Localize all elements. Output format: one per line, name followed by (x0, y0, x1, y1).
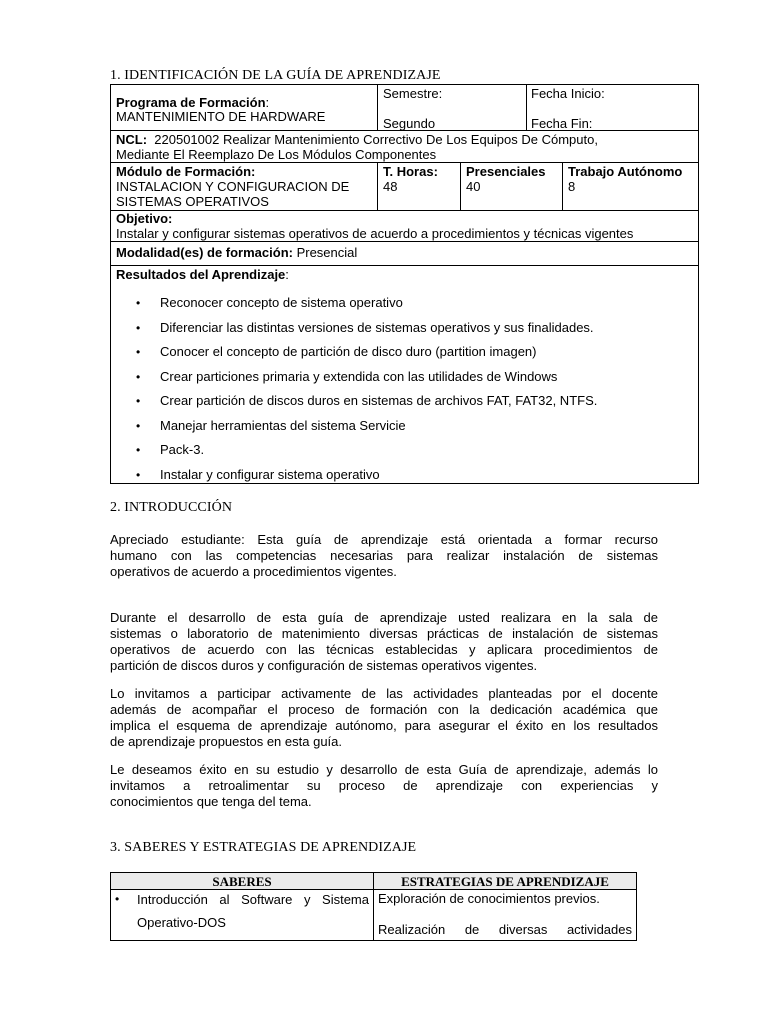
presenciales-cell (460, 162, 563, 211)
intro-paragraph-4: Le deseamos éxito en su estudio y desarrollo de esta Guía de aprendizaje, además lo invitamos a retroalimentar su proceso de aprendizaje con experiencias y conocimientos que tenga del tema. (110, 762, 658, 809)
intro-paragraph-1: Apreciado estudiante: Esta guía de aprendizaje está orientada a formar recurso humano con las competencias necesarias para realizar instalación de sistemas operativos de acuerdo a procedimientos vigentes. (110, 532, 658, 579)
estrategia-line-1: Exploración de conocimientos previos. (378, 891, 600, 906)
programa-value: MANTENIMIENTO DE HARDWARE (116, 109, 326, 124)
saberes-header-cell (110, 872, 374, 890)
objetivo-cell (110, 210, 699, 242)
horas-label: T. Horas: (383, 164, 438, 179)
horas-cell (377, 162, 461, 211)
autonomo-value: 8 (568, 179, 576, 194)
ncl-label: NCL: (116, 132, 148, 147)
intro-paragraph-2: Durante el desarrollo de esta guía de aprendizaje usted realizara en la sala de sistemas o laboratorio de matenimiento diversas prácticas de instalación de sistemas operativos de acuerdo con las técnicas establecidas y aplicara procedimientos de partición de discos duros y configuración de sistemas operativos vigentes. (110, 610, 658, 673)
saber-line-1: Introducción al Software y Sistema (137, 892, 369, 907)
modulo-line-1: INSTALACION Y CONFIGURACION DE (116, 179, 350, 194)
bullet-icon: • (136, 321, 141, 335)
autonomo-cell (562, 162, 699, 211)
modalidad-value: Presencial (292, 245, 358, 260)
horas-value: 48 (383, 179, 398, 194)
modulo-cell (110, 162, 378, 211)
bullet-icon: • (136, 468, 141, 482)
saberes-header: SABERES (212, 874, 272, 889)
section-1-heading: 1. IDENTIFICACIÓN DE LA GUÍA DE APRENDIZAJE (110, 68, 441, 83)
intro-paragraph-3: Lo invitamos a participar activamente de las actividades planteadas por el docente además de acompañar el proceso de formación con la dedicación académica que implica el esquema de aprendizaje autónomo, para asegurar el éxito en los resultados de aprendizaje propuestos en esta guía. (110, 686, 658, 749)
fechas-cell (526, 84, 699, 131)
modalidad-label: Modalidad(es) de formación: (116, 245, 293, 260)
modulo-label: Módulo de Formación: (116, 164, 256, 179)
bullet-icon: • (136, 345, 141, 359)
objetivo-value: Instalar y configurar sistemas operativos de acuerdo a procedimientos y técnicas vigentes (116, 226, 634, 241)
presenciales-value: 40 (466, 179, 481, 194)
semestre-value: Segundo (383, 116, 436, 131)
fecha-inicio-label: Fecha Inicio: (531, 86, 605, 101)
autonomo-label: Trabajo Autónomo (568, 164, 683, 179)
modalidad-cell (110, 241, 699, 266)
semestre-label: Semestre: (383, 86, 443, 101)
bullet-icon: • (115, 892, 120, 906)
section-3-heading: 3. SABERES Y ESTRATEGIAS DE APRENDIZAJE (110, 840, 417, 855)
bullet-icon: • (136, 443, 141, 457)
ncl-cell (110, 130, 699, 163)
programa-cell (110, 84, 378, 131)
semestre-cell (377, 84, 527, 131)
estrategia-line-2: Realización de diversas actividades (378, 922, 632, 937)
bullet-icon: • (136, 394, 141, 408)
fecha-fin-label: Fecha Fin: (531, 116, 593, 131)
saber-cell (110, 889, 374, 941)
programa-colon: : (265, 95, 270, 110)
resultados-label: Resultados del Aprendizaje (116, 267, 286, 282)
modulo-line-2: SISTEMAS OPERATIVOS (116, 194, 269, 209)
objetivo-label: Objetivo: (116, 211, 173, 226)
bullet-icon: • (136, 370, 141, 384)
document-page: 1. IDENTIFICACIÓN DE LA GUÍA DE APRENDIZAJE Programa de Formación: MANTENIMIENTO DE HARDWARE Semestre: Segundo Fecha Inicio: Fecha Fin: NCL: 220501002 Realizar Mantenimiento Correctivo De Los Equipos De Cómputo, Mediante El Reemplazo De Los Módulos Componentes Módulo de Formación: INSTALACION Y CONFIGURACION DE SISTEMAS OPERATIVOS T. Horas: 48 Presenciales 40 Trabajo Autónomo 8 Objetivo: Instalar y configurar sistemas operativos de acuerdo a procedimientos y técnicas vigentes Modalidad(es) de formación: Presencial Resultados del Aprendizaje: • Reconocer concepto de sistema operativo • Diferenciar las distintas versiones de sistemas operativos y sus finalidades. • Conocer el concepto de partición de disco duro (partition imagen) • Crear particiones primaria y extendida con las utilidades de Windows • Crear partición de discos duros en sistemas de archivos FAT, FAT32, NTFS. • Manejar herramientas del sistema Servicie • Pack-3. • Instalar y configurar sistema operativo 2. INTRODUCCIÓN Apreciado estudiante: Esta guía de aprendizaje está orientada a formar recurso humano con las competencias necesarias para realizar instalación de sistemas operativos de acuerdo a procedimientos vigentes. Durante el desarrollo de esta guía de aprendizaje usted realizara en la sala de sistemas o laboratorio de matenimiento diversas prácticas de instalación de sistemas operativos de acuerdo con las técnicas establecidas y aplicara procedimientos de partición de discos duros y configuración de sistemas operativos vigentes. Lo invitamos a participar activamente de las actividades planteadas por el docente además de acompañar el proceso de formación con la dedicación académica que implica el esquema de aprendizaje autónomo, para asegurar el éxito en los resultados de aprendizaje propuestos en esta guía. Le deseamos éxito en su estudio y desarrollo de esta Guía de aprendizaje, además lo invitamos a retroalimentar su proceso de aprendizaje con experiencias y conocimientos que tenga del tema. 3. SABERES Y ESTRATEGIAS DE APRENDIZAJE SABERES ESTRATEGIAS DE APRENDIZAJE • Introducción al Software y Sistema Operativo-DOS Exploración de conocimientos previos. Realización de diversas actividades (0, 0, 768, 1024)
ncl-line-2: Mediante El Reemplazo De Los Módulos Componentes (116, 147, 437, 162)
presenciales-label: Presenciales (466, 164, 546, 179)
bullet-icon: • (136, 419, 141, 433)
resultados-colon: : (285, 267, 289, 282)
estrategia-cell (373, 889, 637, 941)
estrategias-header-cell (373, 872, 637, 890)
ncl-line-1: 220501002 Realizar Mantenimiento Correctivo De Los Equipos De Cómputo, (154, 132, 598, 147)
saber-line-2: Operativo-DOS (137, 915, 226, 930)
estrategias-header: ESTRATEGIAS DE APRENDIZAJE (401, 874, 609, 889)
bullet-icon: • (136, 296, 141, 310)
section-2-heading: 2. INTRODUCCIÓN (110, 500, 233, 515)
programa-label: Programa de Formación (116, 95, 266, 110)
